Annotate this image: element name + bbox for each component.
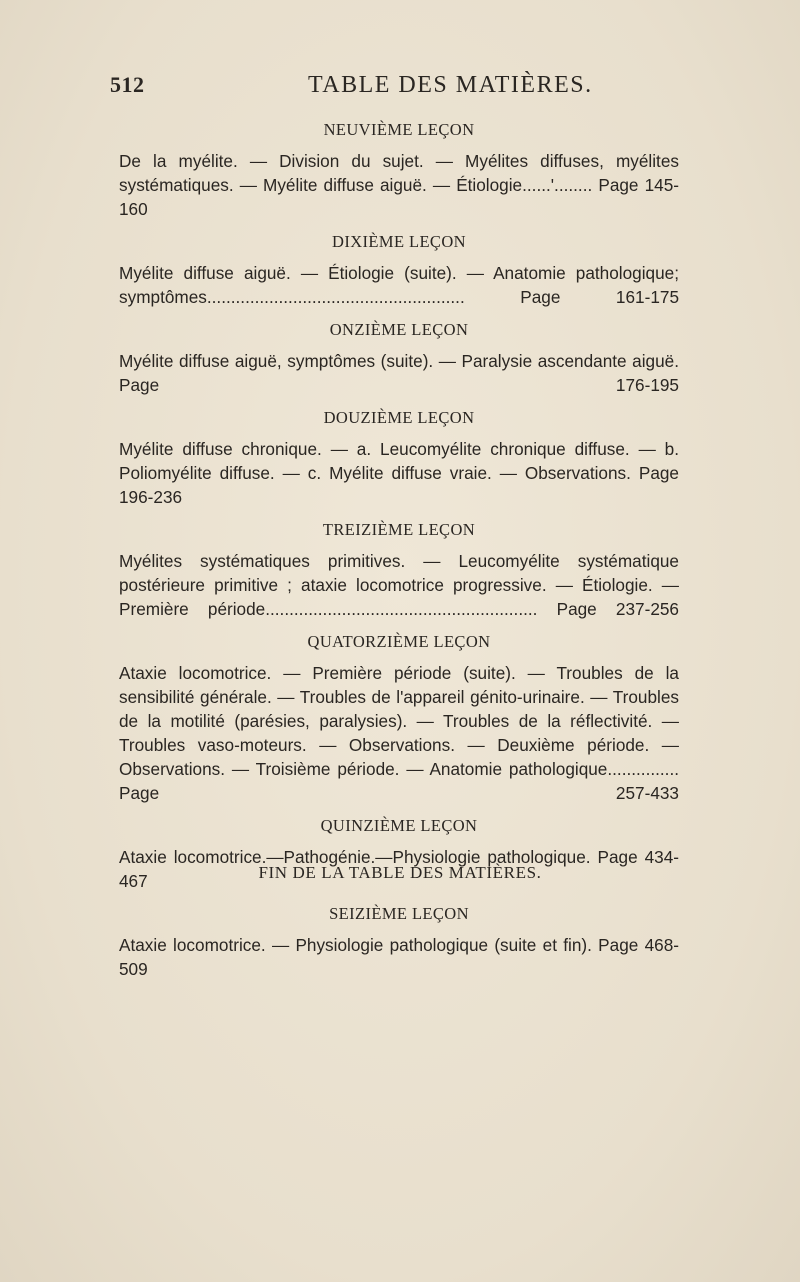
lesson-entry bbox=[119, 118, 679, 221]
lesson-title: TREIZIÈME LEÇON bbox=[322, 520, 476, 539]
lesson-summary: Myélites systématiques primitives. — Leucomyélite systématique postérieure primitive ; ataxie locomotrice progressive. — Étiologie. — Première période......................................................... Page 237-256 bbox=[119, 551, 679, 619]
lesson-title: QUINZIÈME LEÇON bbox=[320, 816, 478, 835]
lesson-entry bbox=[119, 230, 679, 309]
lesson-summary: Ataxie locomotrice.—Pathogénie.—Physiologie pathologique. Page 434-467 bbox=[119, 847, 679, 891]
lesson-entry bbox=[119, 630, 679, 805]
lesson-entry bbox=[119, 902, 679, 981]
lesson-summary: De la myélite. — Division du sujet. — Myélites diffuses, myélites systématiques. — Myélite diffuse aiguë. — Étiologie......'........ Page 145-160 bbox=[119, 151, 679, 219]
table-of-contents bbox=[119, 118, 679, 990]
lesson-summary: Myélite diffuse chronique. — a. Leucomyélite chronique diffuse. — b. Poliomyélite diffuse. — c. Myélite diffuse vraie. — Observations. Page 196-236 bbox=[119, 439, 679, 507]
lesson-title: NEUVIÈME LEÇON bbox=[323, 120, 475, 139]
lesson-title: ONZIÈME LEÇON bbox=[329, 320, 469, 339]
lesson-title: DIXIÈME LEÇON bbox=[332, 232, 466, 251]
lesson-title: SEIZIÈME LEÇON bbox=[329, 904, 469, 923]
lesson-title: QUATORZIÈME LEÇON bbox=[307, 632, 491, 651]
lesson-summary: Myélite diffuse aiguë, symptômes (suite). — Paralysie ascendante aiguë. Page 176-195 bbox=[119, 351, 679, 395]
lesson-summary: Myélite diffuse aiguë. — Étiologie (suite). — Anatomie pathologique; symptômes...................................................... Page 161-175 bbox=[119, 263, 679, 307]
page-header bbox=[110, 72, 670, 106]
end-of-table-note: FIN DE LA TABLE DES MATIÈRES. bbox=[258, 863, 542, 882]
lesson-entry bbox=[119, 318, 679, 397]
lesson-entry bbox=[119, 406, 679, 509]
lesson-summary: Ataxie locomotrice. — Première période (suite). — Troubles de la sensibilité générale. — Troubles de l'appareil génito-urinaire. — Troubles de la motilité (parésies, paralysies). — Troubles de la réflectivité. — Troubles vaso-moteurs. — Observations. — Deuxième période. — Observations. — Troisième période. — Anatomie pathologique............... Page 257-433 bbox=[119, 663, 679, 803]
page-number: 512 bbox=[110, 72, 145, 97]
running-title: TABLE DES MATIÈRES. bbox=[308, 72, 593, 98]
lesson-title: DOUZIÈME LEÇON bbox=[323, 408, 475, 427]
lesson-summary: Ataxie locomotrice. — Physiologie pathologique (suite et fin). Page 468-509 bbox=[119, 935, 679, 979]
lesson-entry bbox=[119, 518, 679, 621]
